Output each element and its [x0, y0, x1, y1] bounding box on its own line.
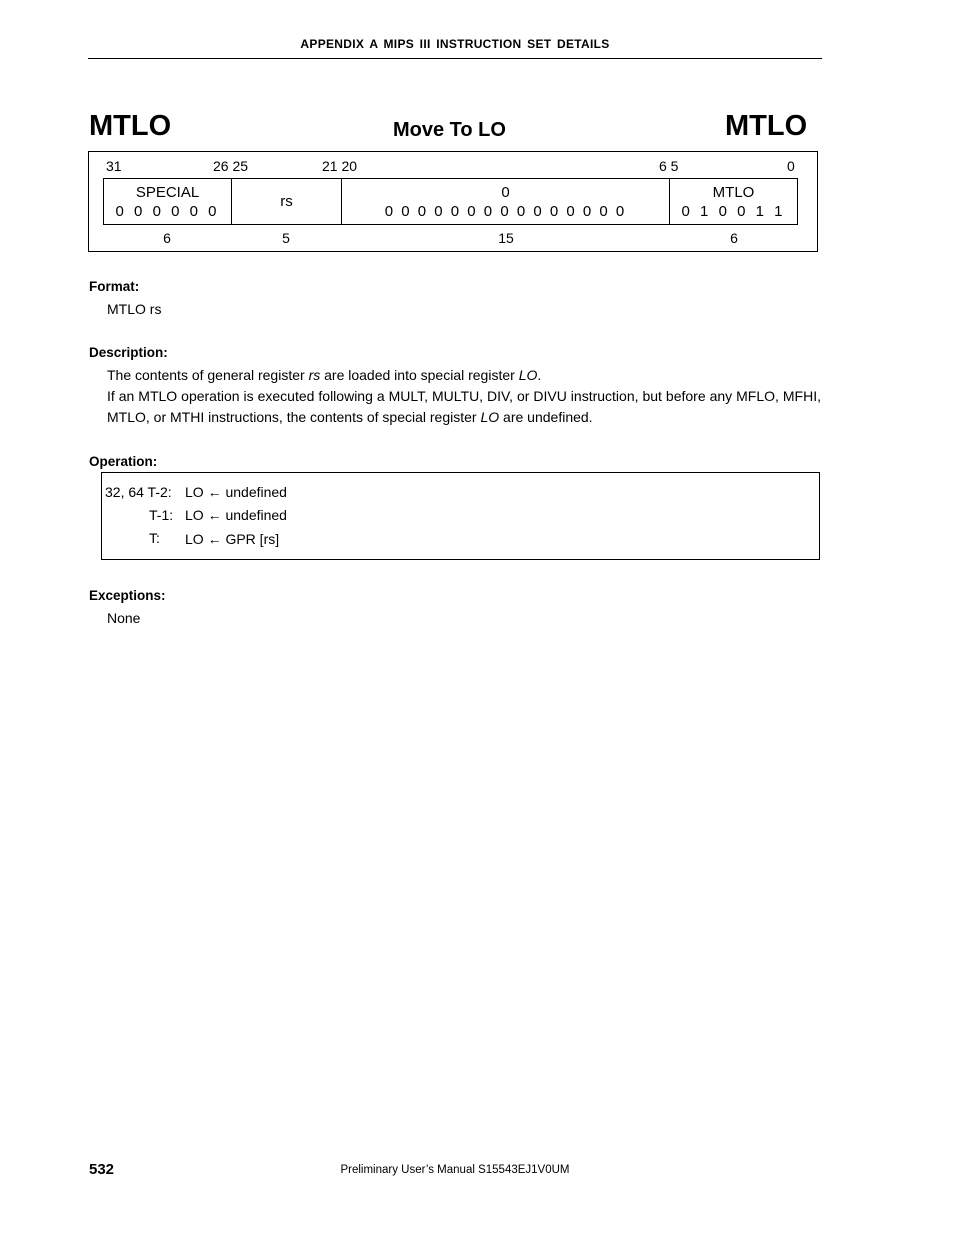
field-bits: 0 0 0 0 0 0 0 0 0 0 0 0 0 0 0 — [384, 202, 627, 220]
format-heading: Format: — [89, 279, 140, 294]
exceptions-heading: Exceptions: — [89, 588, 166, 603]
operation-statement: LO ← undefined — [185, 484, 287, 500]
field-special — [104, 179, 232, 224]
operation-heading: Operation: — [89, 454, 158, 469]
field-width: 5 — [282, 230, 290, 246]
bit-number: 26 25 — [213, 158, 249, 174]
page-number: 532 — [89, 1161, 115, 1178]
mnemonic-right: MTLO — [725, 110, 808, 142]
operation-label: T-1: — [149, 507, 174, 523]
field-bits: 0 1 0 0 1 1 — [681, 202, 786, 220]
header-rule — [88, 58, 822, 59]
mnemonic-left: MTLO — [89, 110, 172, 142]
field-function — [670, 179, 797, 224]
instruction-title: Move To LO — [393, 119, 506, 141]
description-body — [107, 365, 821, 428]
bit-number: 6 5 — [659, 158, 679, 174]
field-width: 6 — [730, 230, 738, 246]
field-name: rs — [280, 193, 293, 210]
bit-number: 31 — [106, 158, 122, 174]
field-name: SPECIAL — [135, 183, 200, 201]
format-text: MTLO rs — [107, 301, 162, 317]
operation-label: 32, 64 T-2: — [105, 484, 172, 500]
description-heading: Description: — [89, 345, 168, 360]
bit-number: 21 20 — [322, 158, 358, 174]
instruction-fields — [103, 178, 798, 225]
operation-statement: LO ← undefined — [185, 507, 287, 523]
operation-label: T: — [149, 530, 160, 546]
field-width: 15 — [498, 230, 514, 246]
operation-statement: LO ← GPR [rs] — [185, 531, 280, 547]
description-paragraph: If an MTLO operation is executed following a MULT, MULTU, DIV, or DIVU instruction, but before any MFLO, MFHI, MTLO, or MTHI instructions, the contents of special register LO are undefined. — [107, 388, 821, 425]
footer-text: Preliminary User’s Manual S15543EJ1V0UM — [340, 1164, 570, 1176]
field-width: 6 — [163, 230, 171, 246]
description-paragraph: The contents of general register rs are loaded into special register LO. — [107, 367, 542, 383]
running-header: APPENDIX A MIPS III INSTRUCTION SET DETAILS — [300, 37, 610, 51]
field-bits: 0 0 0 0 0 0 — [115, 202, 220, 220]
exceptions-text: None — [107, 610, 141, 626]
field-rs — [232, 179, 342, 224]
field-name: 0 — [501, 183, 510, 201]
footer-manual-title — [0, 1164, 954, 1176]
field-name: MTLO — [712, 183, 755, 201]
bit-number: 0 — [787, 158, 795, 174]
field-zero — [342, 179, 670, 224]
